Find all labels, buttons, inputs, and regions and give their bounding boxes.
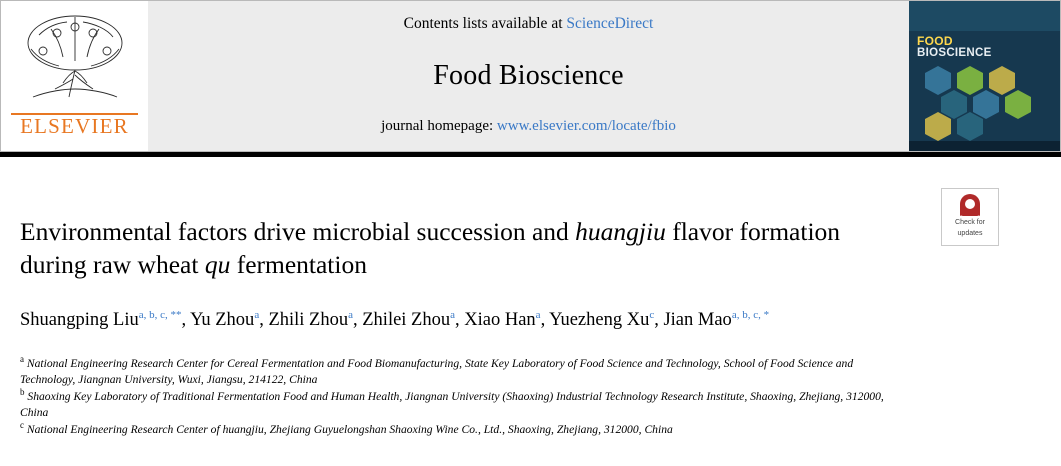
- crossmark-label-line2: updates: [957, 230, 983, 237]
- contents-prefix: Contents lists available at: [403, 15, 567, 32]
- affiliation-text: Shaoxing Key Laboratory of Traditional Fermentation Food and Human Health, Jiangnan University (Shaoxing) Industrial Technology Research Institute, Shaoxing, Zhejiang, 312000, China: [20, 390, 884, 419]
- cover-bottom-band: [909, 141, 1060, 151]
- cover-title-line2: BIOSCIENCE: [917, 47, 992, 59]
- journal-homepage-link[interactable]: www.elsevier.com/locate/fbio: [496, 118, 676, 134]
- crossmark-badge[interactable]: [941, 188, 999, 246]
- cover-hex-4: [941, 97, 967, 112]
- journal-masthead: [0, 0, 1061, 152]
- author-separator: ,: [181, 310, 191, 330]
- author[interactable]: [663, 310, 769, 330]
- author-separator: ,: [353, 310, 363, 330]
- author-affiliation-marker: a: [254, 308, 260, 321]
- affiliation-text: National Engineering Research Center of huangjiu, Zhejiang Guyuelongshan Shaoxing Wine Co., Ltd., Shaoxing, Zhejiang, 312000, China: [26, 423, 673, 436]
- cover-hex-2: [957, 73, 983, 88]
- contents-available-line: [404, 15, 654, 33]
- author[interactable]: [362, 310, 455, 330]
- author-name: Zhilei Zhou: [362, 310, 451, 330]
- cover-hex-1: [925, 73, 951, 88]
- affiliation-marker: c: [20, 420, 24, 431]
- affiliation-item: [20, 422, 901, 438]
- page-title: [10, 215, 1051, 281]
- cover-hex-7: [925, 119, 951, 134]
- cover-title-line1: FOOD: [917, 34, 953, 48]
- author-name: Yuezheng Xu: [549, 310, 650, 330]
- author-name: Zhili Zhou: [268, 310, 349, 330]
- author[interactable]: [549, 310, 654, 330]
- title-italic-1: huangjiu: [575, 217, 666, 246]
- sciencedirect-link[interactable]: ScienceDirect: [566, 15, 654, 32]
- author-name: Yu Zhou: [190, 310, 255, 330]
- crossmark-icon: [960, 194, 980, 216]
- title-italic-2: qu: [204, 250, 231, 279]
- author-list: [10, 307, 1051, 334]
- cover-title: [917, 35, 992, 59]
- cover-top-band: [909, 1, 1060, 31]
- cover-hex-8: [957, 119, 983, 134]
- affiliation-item: [20, 356, 901, 387]
- journal-title: Food Bioscience: [433, 59, 624, 91]
- homepage-prefix: journal homepage:: [381, 118, 497, 134]
- elsevier-tree-icon: [13, 9, 137, 105]
- author-separator: ,: [654, 310, 664, 330]
- author-separator: ,: [455, 310, 465, 330]
- affiliation-marker: a: [20, 354, 24, 365]
- author-affiliation-marker: a, b, c, *: [731, 308, 770, 321]
- article-header: [0, 157, 1061, 440]
- affiliation-marker: b: [20, 387, 25, 398]
- author-affiliation-marker: a: [535, 308, 541, 321]
- journal-homepage-line: [381, 118, 676, 135]
- journal-cover-thumbnail[interactable]: [909, 0, 1061, 152]
- author-separator: ,: [259, 310, 269, 330]
- affiliation-list: [10, 356, 1051, 438]
- author-name: Xiao Han: [464, 310, 536, 330]
- title-part-3: fermentation: [230, 250, 367, 279]
- author[interactable]: [190, 310, 259, 330]
- author-affiliation-marker: a: [348, 308, 353, 321]
- crossmark-icon-inner: [965, 199, 975, 209]
- journal-band: [148, 0, 909, 152]
- author-name: Shuangping Liu: [20, 310, 139, 330]
- elsevier-wordmark: ELSEVIER: [20, 114, 129, 138]
- author[interactable]: [464, 310, 540, 330]
- author[interactable]: [20, 310, 181, 330]
- title-part-2: flavor formation during raw wheat: [20, 217, 841, 279]
- affiliation-text: National Engineering Research Center for Cereal Fermentation and Food Biomanufacturing, State Key Laboratory of Food Science and Technology, School of Food Science and Technology, Jiangnan University, Wuxi, Jiangsu, 214122, China: [20, 357, 854, 386]
- cover-hex-3: [989, 73, 1015, 88]
- affiliation-item: [20, 389, 901, 420]
- author-affiliation-marker: c: [649, 308, 655, 321]
- author-name: Jian Mao: [663, 310, 732, 330]
- elsevier-logo: [0, 0, 148, 152]
- author[interactable]: [268, 310, 353, 330]
- cover-hex-5: [973, 97, 999, 112]
- author-affiliation-marker: a, b, c, **: [138, 308, 182, 321]
- title-part-1: Environmental factors drive microbial succession and: [20, 217, 576, 246]
- cover-hex-6: [1005, 97, 1031, 112]
- author-affiliation-marker: a: [450, 308, 455, 321]
- author-separator: ,: [540, 310, 550, 330]
- crossmark-label-line1: Check for: [955, 219, 985, 226]
